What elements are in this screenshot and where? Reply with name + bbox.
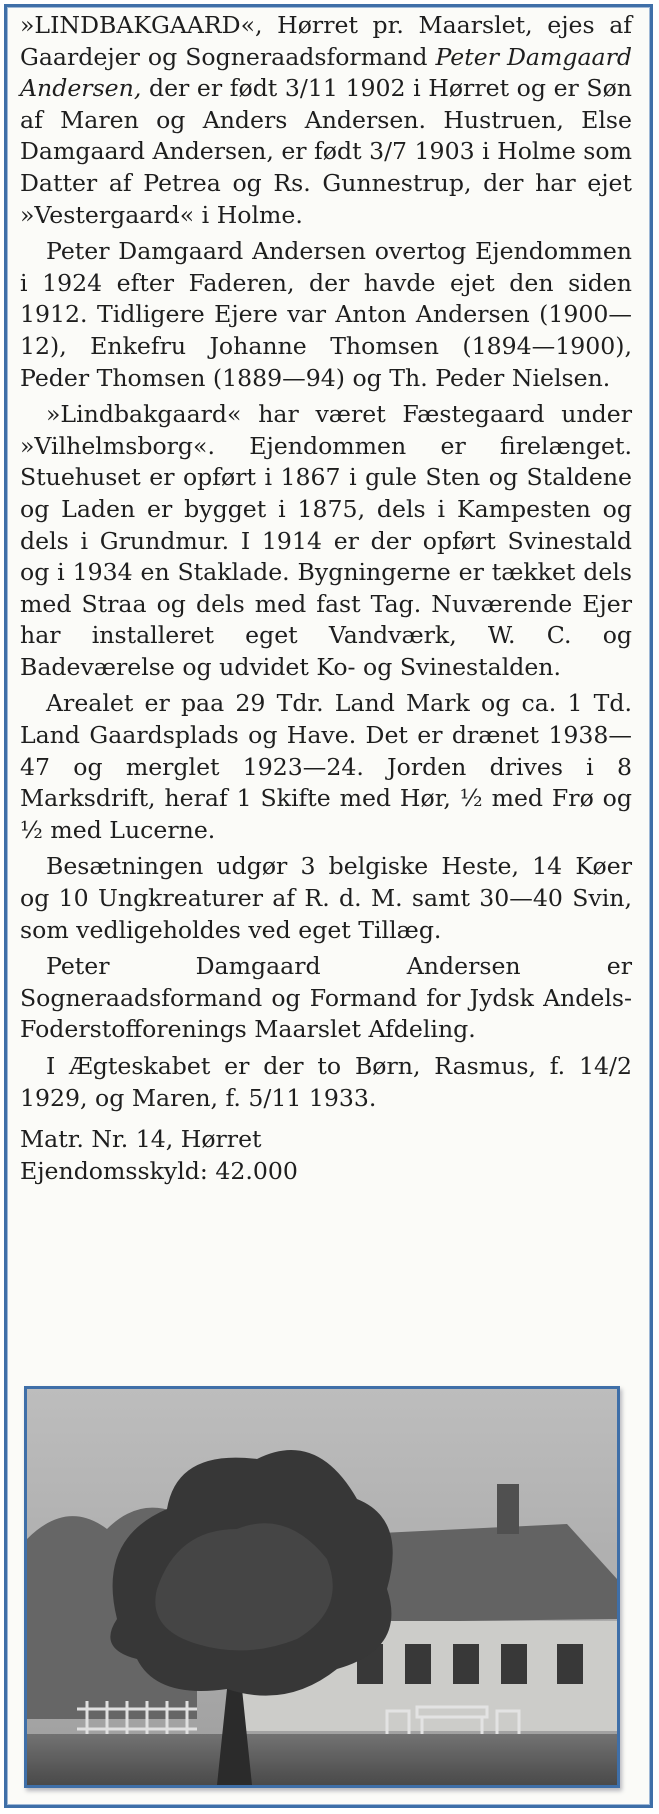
paragraph-1-rest: der er født 3/11 1902 i Hørret og er Søn af Maren og Anders Andersen. Hustruen, Else Damgaard Andersen, er født 3/7 1903 i Holme som Datter af Petrea og Rs. Gunnestrup, der har ejet »Vestergaard« i Holme. [20,74,632,229]
paragraph-3: »Lindbakgaard« har været Fæstegaard under »Vilhelmsborg«. Ejendommen er firelænget. Stuehuset er opført i 1867 i gule Sten og Staldene og Laden er bygget i 1875, dels i Kampesten og dels i Grundmur. I 1914 er der opført Svinestald og i 1934 en Staklade. Bygningerne er tækket dels med Straa og dels med fast Tag. Nuværende Ejer har installeret eget Vandværk, W. C. og Badeværelse og udvidet Ko- og Svinestalden. [20,400,632,681]
paragraph-5: Besætningen udgør 3 belgiske Heste, 14 Køer og 10 Ungkreaturer af R. d. M. samt 30—40 Svin, som vedligeholdes ved eget Tillæg. [20,852,632,944]
property-assessment: Ejendomsskyld: 42.000 [20,1156,298,1185]
owner-name: Peter Damgaard Andersen, [20,42,632,103]
paragraph-1 [20,10,632,231]
farmhouse-photo-image [27,1389,617,1785]
paragraph-6: Peter Damgaard Andersen er Sogneraadsformand og Formand for Jydsk Andels-Foderstofforenings Maarslet Afdeling. [20,952,632,1044]
paragraph-4: Arealet er paa 29 Tdr. Land Mark og ca. 1 Td. Land Gaardsplads og Have. Det er drænet 1938—47 og merglet 1923—24. Jorden drives i 8 Marksdrift, heraf 1 Skifte med Hør, ½ med Frø og ½ med Lucerne. [20,689,632,844]
paragraph-1-intro: »LINDBAKGAARD«, Hørret pr. Maarslet, ejes af Gaardejer og Sogneraadsformand [20,11,632,71]
paragraph-7: I Ægteskabet er der to Børn, Rasmus, f. 14/2 1929, og Maren, f. 5/11 1933. [20,1052,632,1112]
paragraph-2: Peter Damgaard Andersen overtog Ejendommen i 1924 efter Faderen, der havde ejet den siden 1912. Tidligere Ejere var Anton Andersen (1900—12), Enkefru Johanne Thomsen (1894—1900), Peder Thomsen (1889—94) og Th. Peder Nielsen. [20,237,632,392]
farmhouse-photo [24,1386,620,1788]
article [20,10,632,1187]
matrikel-number: Matr. Nr. 14, Hørret [20,1125,262,1154]
property-meta [20,1124,632,1187]
